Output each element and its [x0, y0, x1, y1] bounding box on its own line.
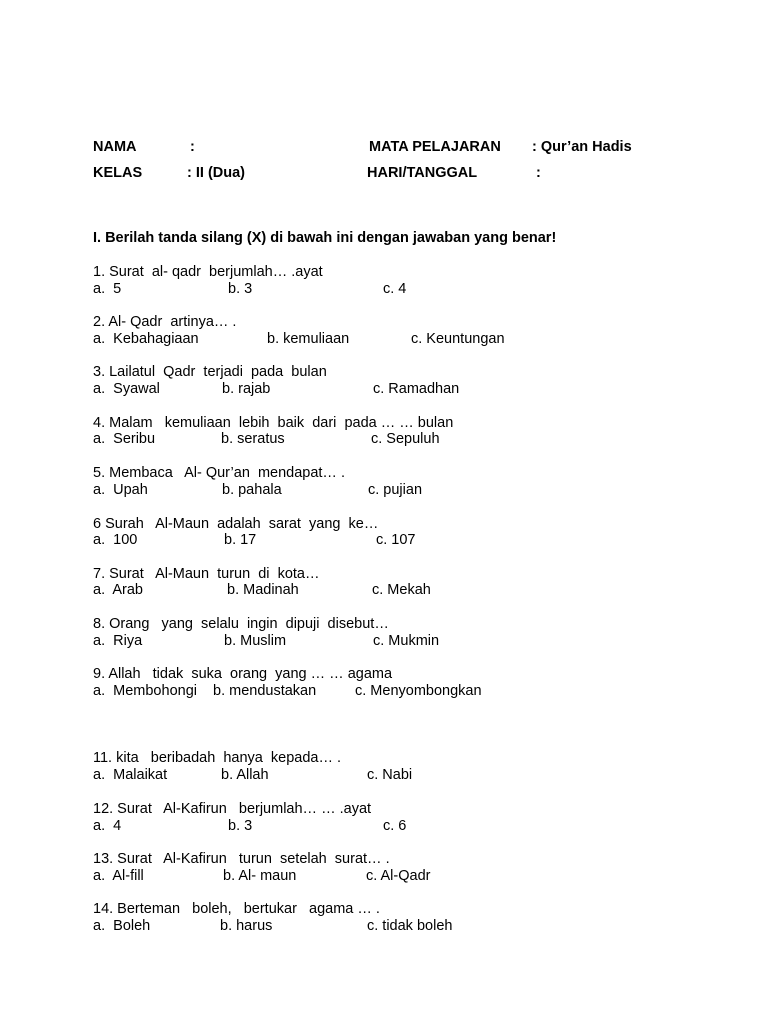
option-c: c. Menyombongkan — [355, 683, 482, 699]
option-a: a. Syawal — [93, 381, 160, 397]
question-12: 12. Surat Al-Kafirun berjumlah… … .ayat — [93, 801, 372, 817]
option-c: c. tidak boleh — [367, 918, 453, 934]
hari-label: HARI/TANGGAL — [367, 165, 478, 181]
option-a: a. Arab — [93, 582, 143, 598]
question-8: 8. Orang yang selalu ingin dipuji disebut… — [93, 616, 389, 632]
question-4: 4. Malam kemuliaan lebih baik dari pada … … bulan — [93, 415, 454, 431]
hari-colon: : — [536, 165, 541, 181]
option-b: b. 17 — [224, 532, 257, 548]
option-c: c. Ramadhan — [373, 381, 460, 397]
nama-colon: : — [190, 139, 195, 155]
question-7: 7. Surat Al-Maun turun di kota… — [93, 566, 320, 582]
option-a: a. Upah — [93, 482, 148, 498]
option-b: b. 3 — [228, 818, 253, 834]
option-a: a. Membohongi — [93, 683, 197, 699]
question-13: 13. Surat Al-Kafirun turun setelah surat… . — [93, 851, 390, 867]
option-a: a. Malaikat — [93, 767, 168, 783]
mapel-value: : Qur’an Hadis — [532, 139, 632, 155]
option-b: b. 3 — [228, 281, 253, 297]
option-b: b. Muslim — [224, 633, 287, 649]
option-b: b. kemuliaan — [267, 331, 350, 347]
option-b: b. pahala — [222, 482, 282, 498]
kelas-value: : II (Dua) — [187, 165, 245, 181]
question-1: 1. Surat al- qadr berjumlah… .ayat — [93, 264, 323, 280]
option-c: c. Keuntungan — [411, 331, 505, 347]
option-a: a. Al-fill — [93, 868, 144, 884]
option-c: c. 6 — [383, 818, 407, 834]
question-11: 11. kita beribadah hanya kepada… . — [93, 750, 342, 766]
option-c: c. 4 — [383, 281, 407, 297]
mapel-label: MATA PELAJARAN — [369, 139, 501, 155]
option-b: b. harus — [220, 918, 273, 934]
option-b: b. Al- maun — [223, 868, 297, 884]
nama-label: NAMA — [93, 139, 137, 155]
kelas-label: KELAS — [93, 165, 143, 181]
option-b: b. Allah — [221, 767, 269, 783]
option-c: c. pujian — [368, 482, 423, 498]
option-a: a. Kebahagiaan — [93, 331, 199, 347]
question-6: 6 Surah Al-Maun adalah sarat yang ke… — [93, 516, 379, 532]
option-a: a. 4 — [93, 818, 122, 834]
option-a: a. Seribu — [93, 431, 156, 447]
option-b: b. Madinah — [227, 582, 299, 598]
option-c: c. Nabi — [367, 767, 413, 783]
option-c: c. 107 — [376, 532, 416, 548]
question-5: 5. Membaca Al- Qur’an mendapat… . — [93, 465, 345, 481]
option-c: c. Al-Qadr — [366, 868, 431, 884]
option-a: a. 5 — [93, 281, 122, 297]
question-9: 9. Allah tidak suka orang yang … … agama — [93, 666, 393, 682]
question-3: 3. Lailatul Qadr terjadi pada bulan — [93, 364, 327, 380]
option-a: a. Boleh — [93, 918, 151, 934]
option-c: c. Mukmin — [373, 633, 440, 649]
option-a: a. Riya — [93, 633, 143, 649]
option-c: c. Mekah — [372, 582, 431, 598]
option-b: b. rajab — [222, 381, 271, 397]
option-a: a. 100 — [93, 532, 138, 548]
option-c: c. Sepuluh — [371, 431, 440, 447]
question-14: 14. Berteman boleh, bertukar agama … . — [93, 901, 380, 917]
option-b: b. seratus — [221, 431, 285, 447]
option-b: b. mendustakan — [213, 683, 317, 699]
instruction: I. Berilah tanda silang (X) di bawah ini dengan jawaban yang benar! — [93, 230, 557, 246]
question-2: 2. Al- Qadr artinya… . — [93, 314, 237, 330]
